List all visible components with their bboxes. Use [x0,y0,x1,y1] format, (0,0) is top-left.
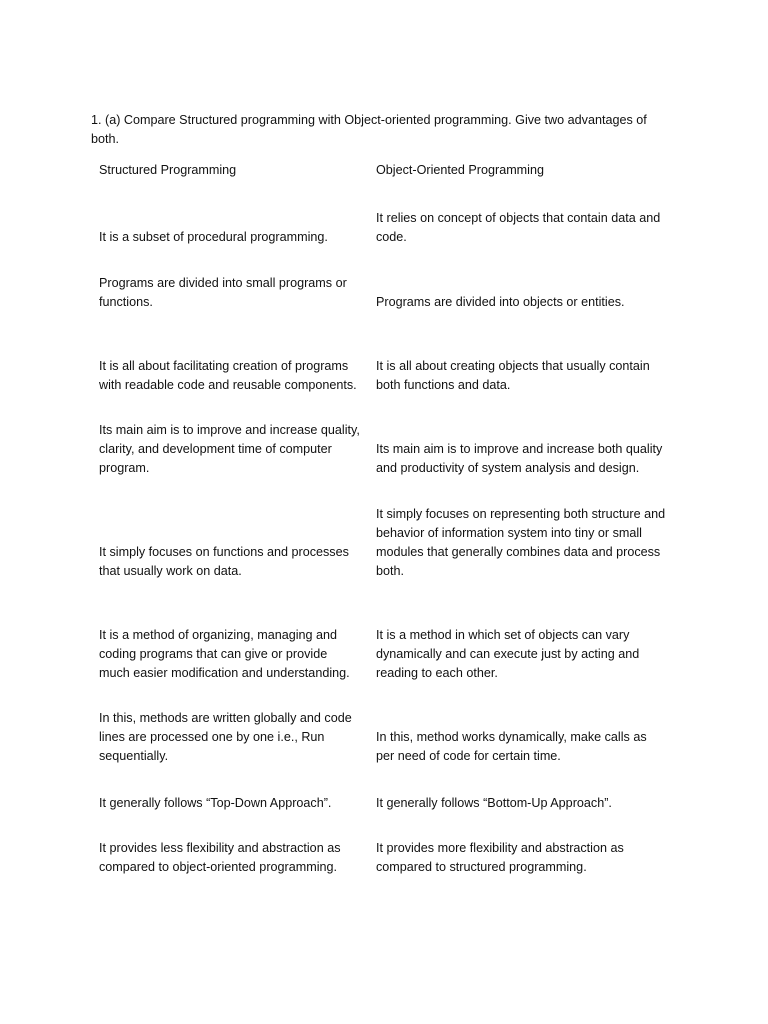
oop-cell [376,418,668,478]
question-heading: 1. (a) Compare Structured programming with Object-oriented programming. Give two advantages of both. [91,113,647,146]
oop-cell [376,354,668,395]
oop-text: It generally follows “Bottom-Up Approach”. [376,796,612,810]
structured-text: It is all about facilitating creation of programs with readable code and reusable components. [99,359,357,392]
structured-text: It is a method of organizing, managing and coding programs that can give or provide much easier modification and understanding. [99,628,350,680]
oop-text: Its main aim is to improve and increase both quality and productivity of system analysis and design. [376,442,663,475]
oop-text: In this, method works dynamically, make calls as per need of code for certain time. [376,730,647,763]
structured-text: Its main aim is to improve and increase quality, clarity, and development time of computer program. [99,423,360,475]
structured-text: Programs are divided into small programs or functions. [99,276,347,309]
structured-text: It simply focuses on functions and processes that usually work on data. [99,545,349,578]
structured-text: It is a subset of procedural programming. [99,230,328,244]
oop-text: It is a method in which set of objects can vary dynamically and can execute just by acting and reading to each other. [376,628,640,680]
column-header-structured: Structured Programming [99,163,237,177]
structured-cell [99,604,361,683]
oop-cell [376,623,668,683]
oop-cell [376,725,668,766]
structured-cell [99,791,361,813]
structured-cell [99,707,361,766]
oop-text: It relies on concept of objects that contain data and code. [376,211,661,244]
oop-cell [376,791,668,813]
structured-text: It provides less flexibility and abstraction as compared to object-oriented programming. [99,841,341,874]
structured-cell [99,836,361,877]
oop-text: It is all about creating objects that usually contain both functions and data. [376,359,650,392]
oop-text: Programs are divided into objects or entities. [376,295,625,309]
oop-cell [376,290,668,312]
oop-cell [376,206,668,247]
column-header-oop: Object-Oriented Programming [376,163,544,177]
structured-cell [99,335,361,395]
structured-cell [99,418,361,478]
oop-text: It provides more flexibility and abstraction as compared to structured programming. [376,841,624,874]
oop-cell [376,503,668,581]
structured-cell [99,271,361,312]
oop-cell [376,836,668,877]
oop-text: It simply focuses on representing both structure and behavior of information system into tiny or small modules that generally combines data and process both. [376,507,666,578]
structured-cell [99,225,361,247]
structured-cell [99,540,361,581]
structured-text: It generally follows “Top-Down Approach”. [99,796,332,810]
structured-text: In this, methods are written globally and code lines are processed one by one i.e., Run sequentially. [99,711,352,763]
